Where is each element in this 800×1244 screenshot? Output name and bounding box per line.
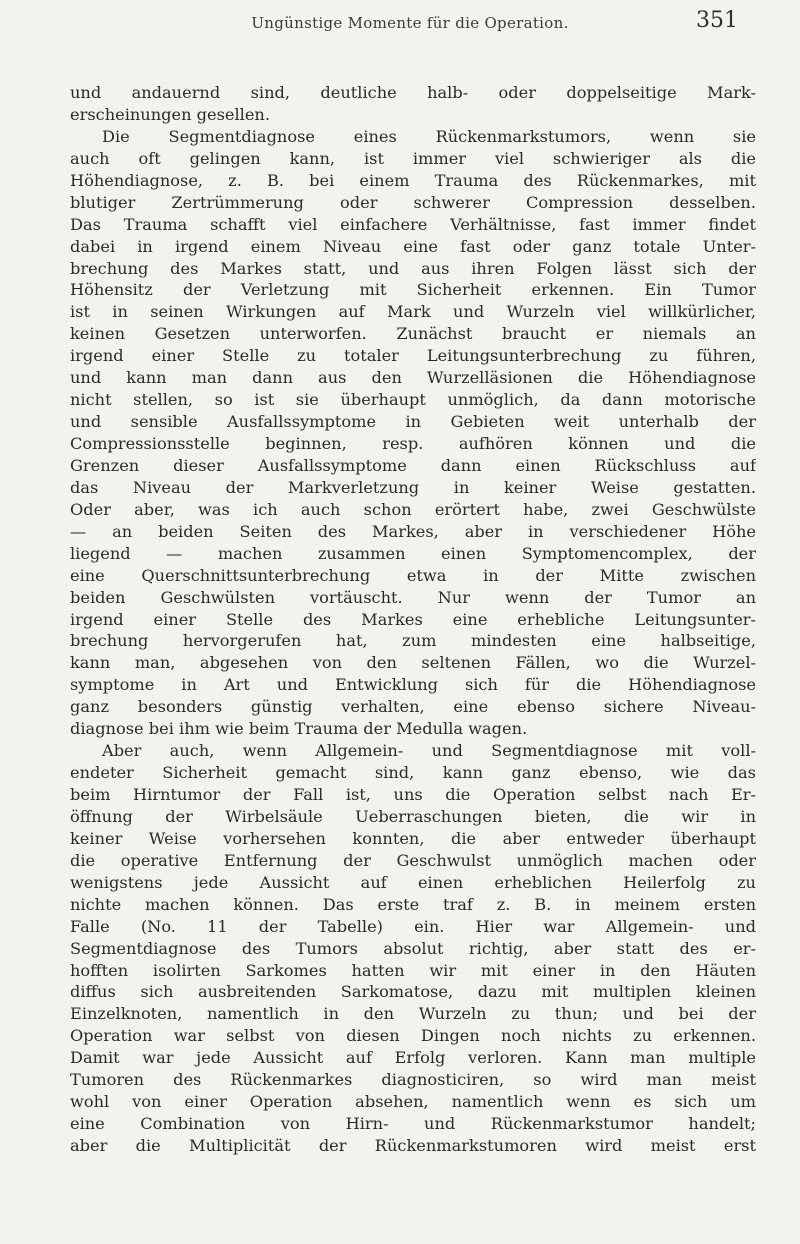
text-line: Die Segmentdiagnose eines Rückenmarkstumors, wenn sie <box>102 126 756 146</box>
text-line: Höhendiagnose, z. B. bei einem Trauma des Rückenmarkes, mit <box>70 170 756 190</box>
text-line: und kann man dann aus den Wurzelläsionen die Höhendiagnose <box>70 368 756 388</box>
text-line: dabei in irgend einem Niveau eine fast oder ganz totale Unter- <box>70 236 756 256</box>
text-line: das Niveau der Markverletzung in keiner Weise gestatten. <box>70 477 756 497</box>
text-line: nichte machen können. Das erste traf z. B. in meinem ersten <box>70 894 756 914</box>
text-line: aber die Multiplicität der Rückenmarkstumoren wird meist erst <box>70 1136 756 1155</box>
text-line: erscheinungen gesellen. <box>70 104 270 124</box>
text-line: irgend einer Stelle des Markes eine erhebliche Leitungsunter- <box>70 609 756 629</box>
text-line: symptome in Art und Entwicklung sich für die Höhendiagnose <box>70 675 756 695</box>
text-line: beiden Geschwülsten vortäuscht. Nur wenn der Tumor an <box>70 587 756 607</box>
text-line: ganz besonders günstig verhalten, eine ebenso sichere Niveau- <box>70 697 756 717</box>
running-title: Ungünstige Momente für die Operation. <box>251 14 569 32</box>
text-line: Compressionsstelle beginnen, resp. aufhören können und die <box>70 434 756 453</box>
text-line: wohl von einer Operation absehen, namentlich wenn es sich um <box>70 1092 756 1112</box>
text-line: endeter Sicherheit gemacht sind, kann ganz ebenso, wie das <box>70 763 756 783</box>
text-line: und andauernd sind, deutliche halb- oder doppelseitige Mark- <box>70 83 756 102</box>
body-text <box>70 82 756 1157</box>
text-line: Operation war selbst von diesen Dingen noch nichts zu erkennen. <box>70 1026 756 1046</box>
text-line: eine Querschnittsunterbrechung etwa in der Mitte zwischen <box>70 565 756 585</box>
text-line: eine Combination von Hirn- und Rückenmarkstumor handelt; <box>70 1114 756 1134</box>
text-line: wenigstens jede Aussicht auf einen erheblichen Heilerfolg zu <box>70 872 756 892</box>
text-line: diagnose bei ihm wie beim Trauma der Medulla wagen. <box>70 719 528 739</box>
text-line: Damit war jede Aussicht auf Erfolg verloren. Kann man multiple <box>70 1048 756 1068</box>
text-line: und sensible Ausfallssymptome in Gebieten weit unterhalb der <box>70 412 756 432</box>
text-line: Falle (No. 11 der Tabelle) ein. Hier war Allgemein- und <box>70 916 756 936</box>
text-line: die operative Entfernung der Geschwulst unmöglich machen oder <box>70 850 756 870</box>
text-line: ist in seinen Wirkungen auf Mark und Wurzeln viel willkürlicher, <box>70 302 756 322</box>
text-line: Das Trauma schafft viel einfachere Verhältnisse, fast immer findet <box>70 214 756 234</box>
text-line: — an beiden Seiten des Markes, aber in verschiedener Höhe <box>70 521 756 541</box>
text-line: kann man, abgesehen von den seltenen Fällen, wo die Wurzel- <box>70 653 756 673</box>
page-number: 351 <box>696 8 738 33</box>
text-line: brechung des Markes statt, und aus ihren Folgen lässt sich der <box>70 258 756 278</box>
text-line: Aber auch, wenn Allgemein- und Segmentdiagnose mit voll- <box>102 741 756 761</box>
running-header <box>60 8 760 42</box>
text-line: beim Hirntumor der Fall ist, uns die Operation selbst nach Er- <box>70 785 756 804</box>
text-line: blutiger Zertrümmerung oder schwerer Compression desselben. <box>70 192 756 212</box>
text-line: Tumoren des Rückenmarkes diagnosticiren, so wird man meist <box>70 1070 756 1090</box>
text-line: diffus sich ausbreitenden Sarkomatose, dazu mit multiplen kleinen <box>70 982 756 1002</box>
text-line: liegend — machen zusammen einen Symptomencomplex, der <box>70 543 756 563</box>
text-line: Höhensitz der Verletzung mit Sicherheit erkennen. Ein Tumor <box>70 280 756 300</box>
text-line: Oder aber, was ich auch schon erörtert habe, zwei Geschwülste <box>70 499 756 519</box>
text-line: hofften isolirten Sarkomes hatten wir mit einer in den Häuten <box>70 960 756 980</box>
text-line: keiner Weise vorhersehen konnten, die aber entweder überhaupt <box>70 828 756 848</box>
text-line: nicht stellen, so ist sie überhaupt unmöglich, da dann motorische <box>70 390 756 410</box>
text-line: brechung hervorgerufen hat, zum mindesten eine halbseitige, <box>70 631 756 651</box>
text-line: Segmentdiagnose des Tumors absolut richtig, aber statt des er- <box>70 938 756 958</box>
text-line: öffnung der Wirbelsäule Ueberraschungen bieten, die wir in <box>70 806 756 826</box>
text-line: irgend einer Stelle zu totaler Leitungsunterbrechung zu führen, <box>70 346 756 366</box>
text-line: keinen Gesetzen unterworfen. Zunächst braucht er niemals an <box>70 324 756 344</box>
text-line: Einzelknoten, namentlich in den Wurzeln zu thun; und bei der <box>70 1004 756 1024</box>
text-line: auch oft gelingen kann, ist immer viel schwieriger als die <box>70 148 756 168</box>
text-line: Grenzen dieser Ausfallssymptome dann einen Rückschluss auf <box>70 455 756 475</box>
